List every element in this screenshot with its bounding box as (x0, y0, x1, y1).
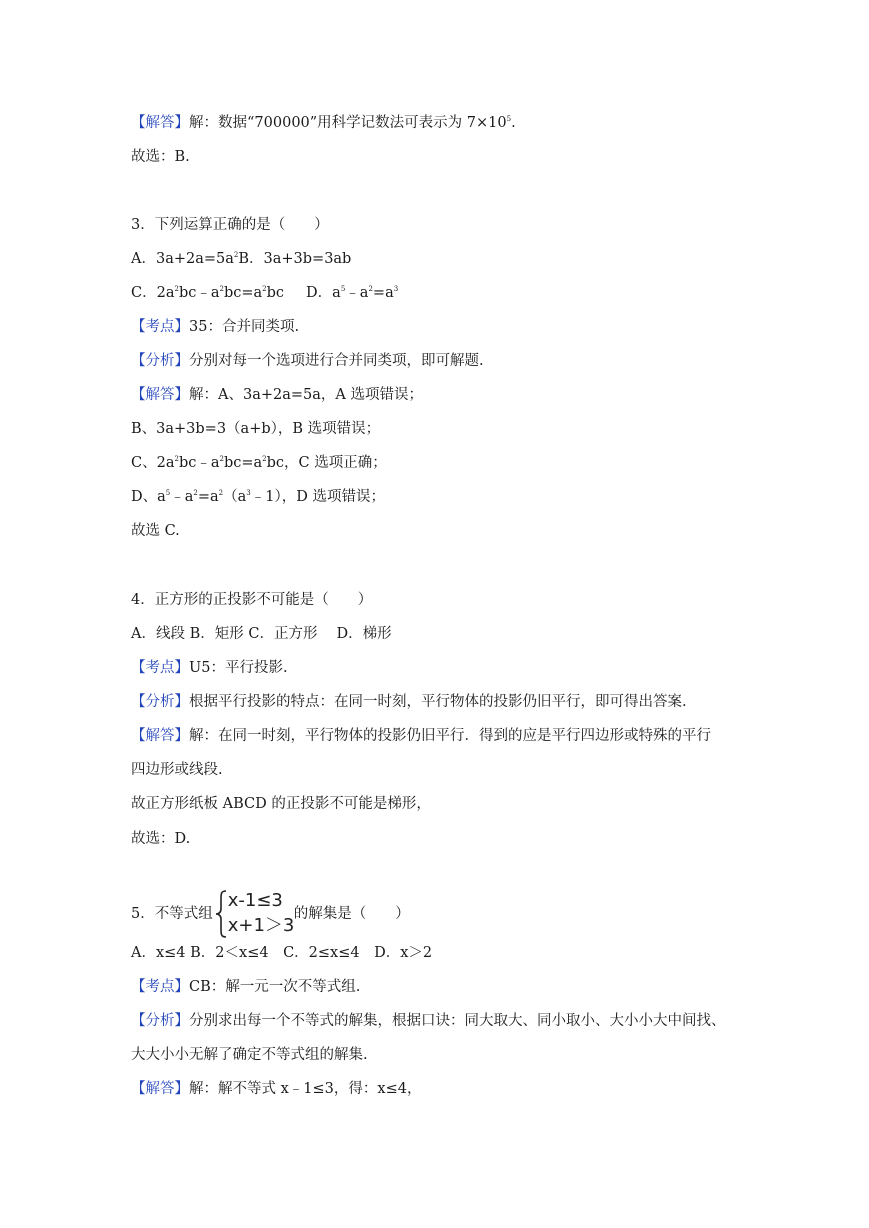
line-part: =a (197, 489, 219, 505)
exponent: 2 (218, 489, 224, 497)
q3-jieda (131, 385, 423, 405)
q5-jieda (131, 1079, 421, 1099)
line-part: bc=a (223, 455, 263, 471)
kaodian-tag: 【考点】 (131, 319, 189, 335)
stem-text-end: 的解集是（ ） (293, 906, 410, 922)
option-b: B．3a+3b=3ab (238, 251, 352, 267)
fenxi-tag: 【分析】 (131, 353, 189, 369)
fenxi-text: 根据平行投影的特点：在同一时刻，平行物体的投影仍旧平行，即可得出答案. (189, 694, 687, 710)
q2-choice-line: 故选：B. (131, 149, 190, 165)
option-c-part: bc (266, 285, 285, 301)
fenxi-tag: 【分析】 (131, 1013, 189, 1029)
q2-answer-line (131, 113, 516, 133)
kaodian-tag: 【考点】 (131, 660, 189, 676)
stem-text: 5．不等式组 (131, 906, 213, 922)
answer-text: 解：数据“700000”用科学记数法可表示为 7×10 (189, 115, 507, 131)
q3-choice: 故选 C. (131, 523, 180, 539)
q4-jieda (131, 726, 711, 746)
q3-options-cd (131, 283, 398, 303)
line-part: （a (223, 489, 247, 505)
q4-jieda-cont: 四边形或线段. (131, 762, 223, 778)
line-part: bc，C 选项正确； (266, 455, 387, 471)
jieda-text: 解：A、3a+2a=5a，A 选项错误； (189, 387, 423, 403)
q4-kaodian (131, 658, 288, 678)
kaodian-text: U5：平行投影. (189, 660, 288, 676)
fenxi-text: 分别对每一个选项进行合并同类项，即可解题. (189, 353, 484, 369)
q3-fenxi (131, 351, 484, 371)
q5-options: A．x≤4 B．2＜x≤4 C．2≤x≤4 D．x＞2 (131, 945, 433, 961)
jieda-tag: 【解答】 (131, 728, 189, 744)
q4-options: A．线段 B．矩形 C．正方形 D．梯形 (131, 626, 392, 642)
jieda-text: 解：在同一时刻，平行物体的投影仍旧平行．得到的应是平行四边形或特殊的平行 (189, 728, 711, 744)
left-brace-icon (215, 889, 227, 939)
kaodian-tag: 【考点】 (131, 979, 189, 995)
option-d-part: ﹣a (345, 285, 369, 301)
jieda-tag: 【解答】 (131, 1081, 189, 1097)
answer-text-end: . (511, 115, 516, 131)
q3-line-b: B、3a+3b=3（a+b），B 选项错误； (131, 421, 381, 437)
exponent: 2 (262, 455, 267, 463)
q5-kaodian (131, 977, 360, 997)
exponent: 5 (165, 489, 171, 497)
exponent: 2 (193, 489, 198, 497)
option-a: A．3a+2a=5a (131, 251, 234, 267)
inequality-2: x+1＞3 (227, 915, 295, 936)
line-part: ﹣a (170, 489, 194, 505)
line-part: ﹣1），D 选项错误； (250, 489, 385, 505)
exponent: 5 (506, 115, 512, 123)
q3-line-d (131, 487, 385, 507)
line-part: bc﹣a (178, 455, 220, 471)
inequality-system (215, 889, 293, 939)
exponent: 2 (219, 285, 224, 293)
q4-choice: 故选：D. (131, 831, 191, 847)
q5-fenxi-cont: 大大小小无解了确定不等式组的解集. (131, 1047, 368, 1063)
q4-stem: 4．正方形的正投影不可能是（ ） (131, 592, 373, 608)
q3-options-ab (131, 249, 351, 269)
exponent: 3 (393, 285, 399, 293)
q3-stem: 3．下列运算正确的是（ ） (131, 217, 329, 233)
exponent: 2 (174, 285, 179, 293)
exponent: 5 (340, 285, 346, 293)
option-c-part: bc﹣a (178, 285, 220, 301)
line-part: D、a (131, 489, 166, 505)
kaodian-text: 35：合并同类项. (189, 319, 300, 335)
jieda-tag: 【解答】 (131, 387, 189, 403)
exponent: 2 (368, 285, 373, 293)
option-c-part: bc=a (223, 285, 263, 301)
kaodian-text: CB：解一元一次不等式组. (189, 979, 361, 995)
exponent: 3 (246, 489, 251, 497)
q5-stem (131, 889, 410, 939)
q4-fenxi (131, 692, 687, 712)
option-d-part: =a (372, 285, 394, 301)
q5-fenxi (131, 1011, 726, 1031)
exponent: 2 (262, 285, 267, 293)
q3-line-c (131, 453, 387, 473)
jieda-text: 解：解不等式 x﹣1≤3，得：x≤4， (189, 1081, 422, 1097)
inequality-1: x-1≤3 (227, 890, 283, 911)
fenxi-tag: 【分析】 (131, 694, 189, 710)
line-part: C、2a (131, 455, 175, 471)
exponent: 2 (174, 455, 179, 463)
fenxi-text: 分别求出每一个不等式的解集，根据口诀：同大取大、同小取小、大小小大中间找、 (189, 1013, 726, 1029)
exponent: 2 (233, 251, 239, 259)
answer-tag: 【解答】 (131, 115, 189, 131)
q4-line3: 故正方形纸板 ABCD 的正投影不可能是梯形， (131, 796, 431, 812)
option-c: C．2a (131, 285, 175, 301)
q3-kaodian (131, 317, 299, 337)
exponent: 2 (219, 455, 224, 463)
option-d: D．a (306, 285, 341, 301)
